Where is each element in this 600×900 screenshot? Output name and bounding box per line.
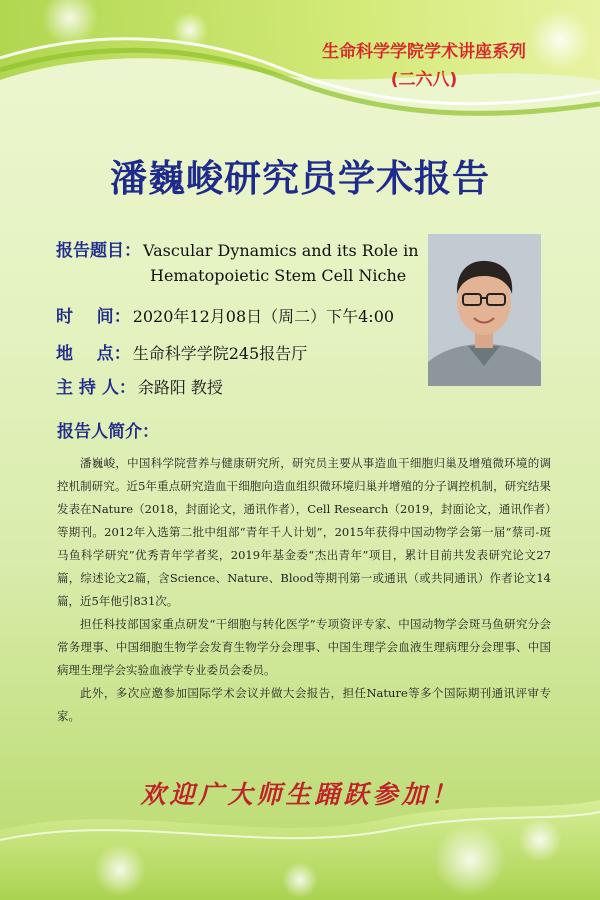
host-label: 主 持 人: [56, 378, 119, 398]
topic-row-2: [56, 266, 436, 302]
host-value: 余路阳 教授: [137, 378, 223, 397]
place-row: 地 点 ： 生命科学学院245报告厅: [56, 339, 436, 373]
series-header: [274, 38, 574, 94]
bio-paragraph-3: 此外，多次应邀参加国际学术会议并做大会报告，担任Nature等多个国际期刊通讯评审专家。: [57, 686, 551, 723]
lecture-info: [56, 236, 436, 405]
place-value: 生命科学学院245报告厅: [132, 344, 308, 363]
time-row: 时 间 ： 2020年12月08日（周二）下午4:00: [56, 302, 436, 339]
series-number: (二六八): [390, 70, 458, 90]
speaker-portrait-icon: [428, 234, 541, 386]
speaker-photo: [428, 234, 541, 386]
time-label: 时 间: [56, 307, 114, 327]
speaker-bio: [57, 452, 551, 728]
host-row: 主 持 人 ： 余路阳 教授: [56, 373, 436, 405]
bio-paragraph-1: 潘巍峻，中国科学院营养与健康研究所，研究员主要从事造血干细胞归巢及增殖微环境的调控机制研究。近5年重点研究造血干细胞向造血组织微环境归巢并增殖的分子调控机制，研究结果发表在Nature（2018，封面论文，通讯作者），Cell Research（2019，封面论文，通讯作者）等期刊。2012年入选第二批中组部“青年千人计划”，2015年获得中国动物学会第一届“蔡司-斑马鱼科学研究”优秀青年学者奖，2019年基金委“杰出青年”项目，累计目前共发表研究论文27篇，综述论文2篇，含Science、Nature、Blood等期刊第一或通讯（或共同通讯）作者论文14篇，近5年他引831次。: [57, 456, 551, 608]
topic-label: 报告题目: [56, 241, 124, 261]
series-name: 生命科学学院学术讲座系列: [322, 42, 526, 62]
topic-row: 报告题目 ： Vascular Dynamics and its Role in: [56, 236, 436, 266]
bio-paragraph-2: 担任科技部国家重点研发“干细胞与转化医学”专项资评专家、中国动物学会斑马鱼研究分会常务理事、中国细胞生物学会发育生物学分会理事、中国生理学会血液生理病理分会理事、中国病理生理学会实验血液学专业委员会委员。: [57, 617, 551, 677]
topic-line-1: Vascular Dynamics and its Role in: [143, 241, 419, 260]
time-value: 2020年12月08日（周二）下午4:00: [132, 307, 395, 326]
topic-line-2: Hematopoietic Stem Cell Niche: [150, 266, 407, 285]
page-title: 潘巍峻研究员学术报告: [110, 157, 490, 200]
place-label: 地 点: [56, 344, 114, 364]
welcome-message: 欢迎广大师生踊跃参加！: [140, 780, 460, 809]
bio-heading: 报告人简介：: [57, 422, 159, 442]
